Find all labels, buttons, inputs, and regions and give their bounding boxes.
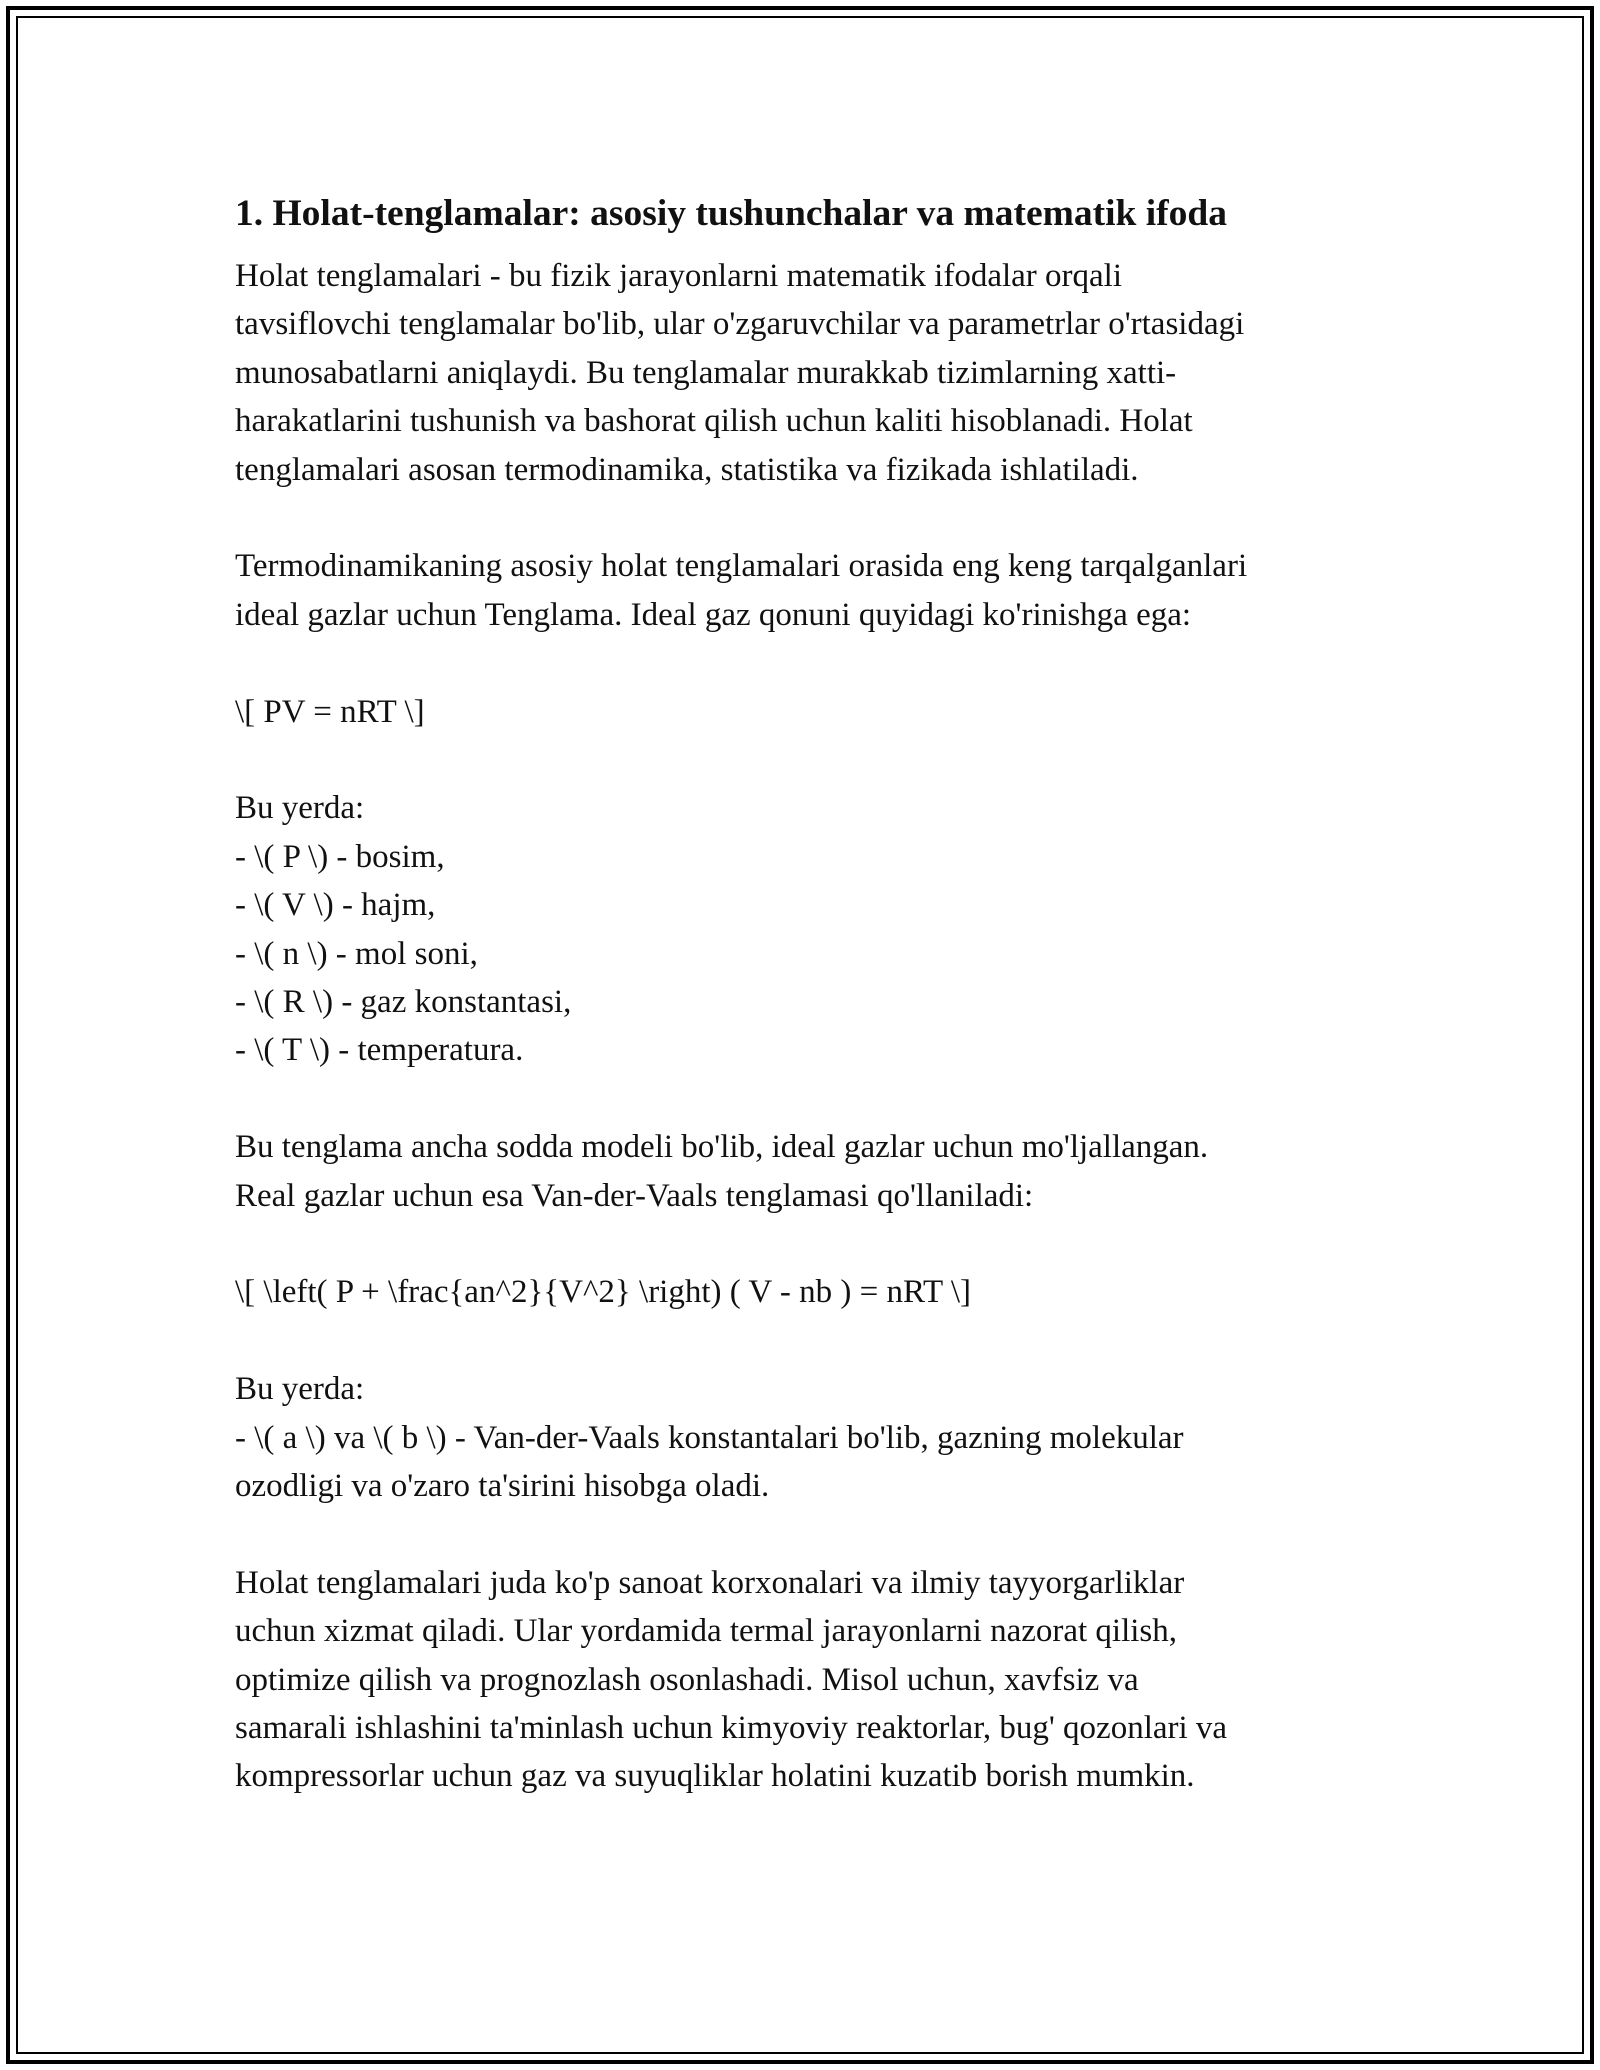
text-line: Bu yerda:	[235, 790, 365, 827]
text-line: - \( R \) - gaz konstantasi,	[235, 984, 572, 1021]
blank-line	[235, 1510, 1375, 1558]
text-line: uchun xizmat qiladi. Ular yordamida termal jarayonlarni nazorat qilish,	[235, 1613, 1178, 1650]
text-line: tenglamalari asosan termodinamika, statistika va fizikada ishlatiladi.	[235, 451, 1139, 488]
text-line: - \( V \) - hajm,	[235, 887, 436, 924]
text-line: - \( n \) - mol soni,	[235, 935, 478, 972]
text-line: ideal gazlar uchun Tenglama. Ideal gaz qonuni quyidagi ko'rinishga ega:	[235, 596, 1192, 633]
text-line: - \( P \) - bosim,	[235, 838, 445, 875]
text-line: tavsiflovchi tenglamalar bo'lib, ular o'zgaruvchilar va parametrlar o'rtasidagi	[235, 306, 1245, 343]
text-line: munosabatlarni aniqlaydi. Bu tenglamalar murakkab tizimlarning xatti-	[235, 354, 1177, 391]
text-line: Holat tenglamalari - bu fizik jarayonlarni matematik ifodalar orqali	[235, 258, 1122, 294]
document-content	[235, 184, 1375, 1801]
text-line: Termodinamikaning asosiy holat tenglamalari orasida eng keng tarqalganlari	[235, 548, 1248, 585]
text-line: Holat tenglamalari juda ko'p sanoat korxonalari va ilmiy tayyorgarliklar	[235, 1564, 1185, 1601]
body-text	[235, 252, 1375, 1801]
text-line: - \( T \) - temperatura.	[235, 1032, 524, 1069]
blank-line	[235, 639, 1375, 687]
blank-line	[235, 1220, 1375, 1268]
text-line: Bu yerda:	[235, 1371, 365, 1408]
text-line: kompressorlar uchun gaz va suyuqliklar holatini kuzatib borish mumkin.	[235, 1758, 1195, 1795]
text-line: optimize qilish va prognozlash osonlashadi. Misol uchun, xavfsiz va	[235, 1661, 1139, 1698]
blank-line	[235, 1075, 1375, 1123]
text-line: Bu tenglama ancha sodda modeli bo'lib, ideal gazlar uchun mo'ljallangan.	[235, 1129, 1209, 1166]
text-line: - \( a \) va \( b \) - Van-der-Vaals konstantalari bo'lib, gazning molekular	[235, 1419, 1184, 1456]
section-heading: 1. Holat-tenglamalar: asosiy tushunchalar va matematik ifoda	[235, 193, 1228, 234]
text-line: ozodligi va o'zaro ta'sirini hisobga oladi.	[235, 1468, 770, 1505]
text-line: harakatlarini tushunish va bashorat qilish uchun kaliti hisoblanadi. Holat	[235, 403, 1193, 440]
text-line: \[ \left( P + \frac{an^2}{V^2} \right) ( V - nb ) = nRT \]	[235, 1274, 971, 1311]
text-line: samarali ishlashini ta'minlash uchun kimyoviy reaktorlar, bug' qozonlari va	[235, 1710, 1228, 1747]
blank-line	[235, 736, 1375, 784]
text-line: Real gazlar uchun esa Van-der-Vaals tenglamasi qo'llaniladi:	[235, 1177, 1034, 1214]
blank-line	[235, 1317, 1375, 1365]
text-line: \[ PV = nRT \]	[235, 693, 425, 730]
blank-line	[235, 494, 1375, 542]
